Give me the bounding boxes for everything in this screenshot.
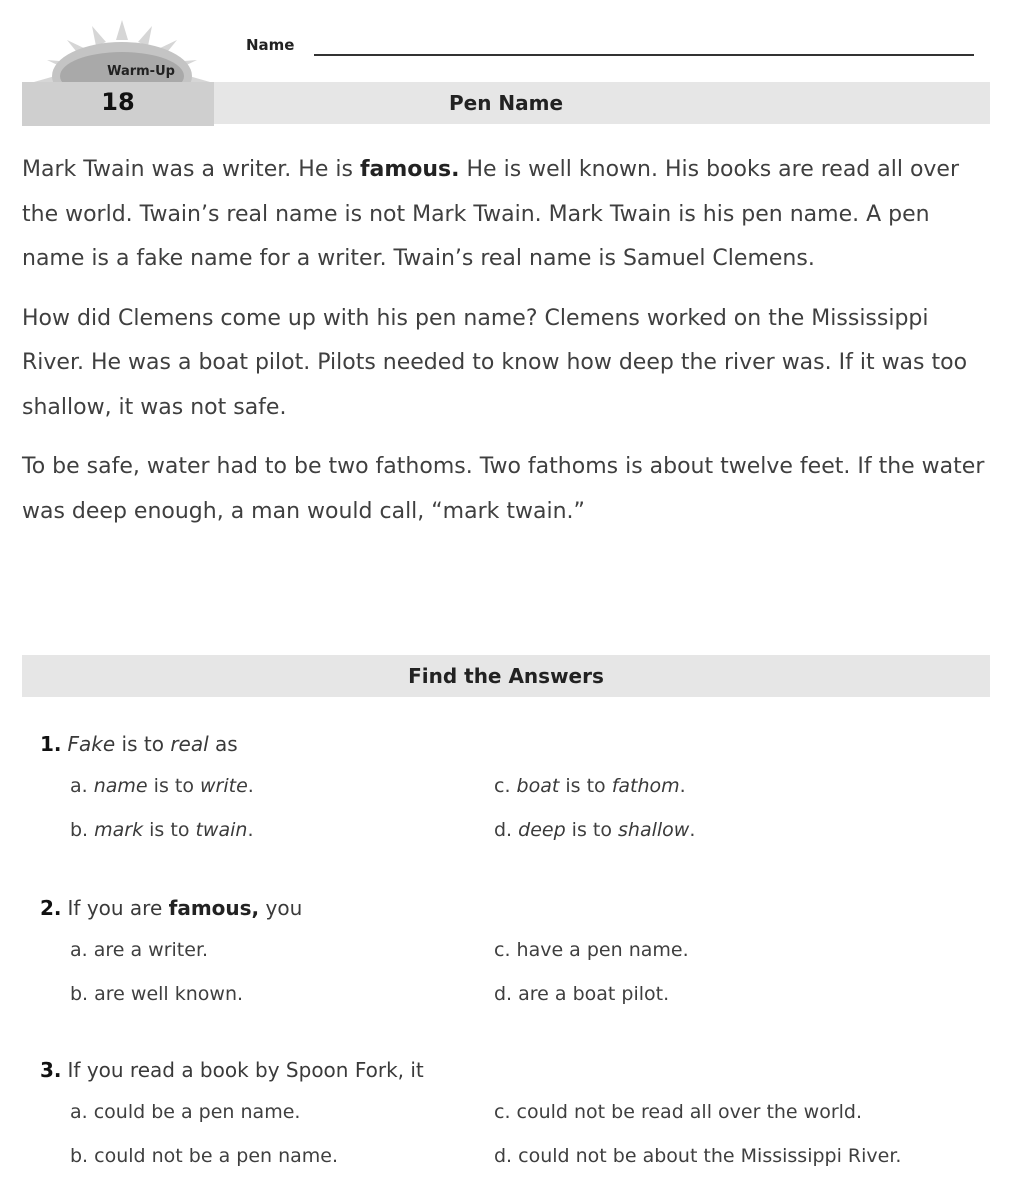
question-stem: 2. If you are famous, you [40,896,303,920]
answer-option-c[interactable]: c. boat is to fathom. [494,775,686,797]
question-number: 1. [40,732,62,756]
answer-option-d[interactable]: d. deep is to shallow. [494,819,696,841]
answer-option-b[interactable]: b. mark is to twain. [70,819,254,841]
question-1 [40,724,990,852]
section-title: Find the Answers [22,655,990,697]
answer-option-b[interactable]: b. could not be a pen name. [70,1145,339,1167]
passage-paragraph-1: Mark Twain was a writer. He is famous. He is well known. His books are read all over the world. Twain’s real name is not Mark Twain. Mark Twain is his pen name. A pen name is a fake name for a writer. Twain’s real name is Samuel Clemens. [22,157,960,271]
reading-passage [22,148,990,549]
question-stem: 3. If you read a book by Spoon Fork, it [40,1058,424,1082]
passage-paragraph-3: To be safe, water had to be two fathoms. Two fathoms is about twelve feet. If the water was deep enough, a man would call, “mark twain.” [22,454,985,524]
answer-option-d[interactable]: d. are a boat pilot. [494,983,670,1005]
question-3 [40,1050,990,1178]
name-write-line[interactable] [314,54,974,56]
worksheet-number: 18 [22,82,214,126]
page-title: Pen Name [448,91,564,115]
question-number: 2. [40,896,62,920]
question-stem: 1. Fake is to real as [40,732,238,756]
passage-paragraph-2: How did Clemens come up with his pen name? Clemens worked on the Mississippi River. He was a boat pilot. Pilots needed to know how deep the river was. If it was too shallow, it was not safe. [22,305,968,420]
answer-option-c[interactable]: c. could not be read all over the world. [494,1101,863,1123]
answer-option-a[interactable]: a. name is to write. [70,775,254,797]
warm-up-badge [22,10,222,90]
answer-option-d[interactable]: d. could not be about the Mississippi River. [494,1145,902,1167]
answer-option-a[interactable]: a. could be a pen name. [70,1101,301,1123]
name-field[interactable] [246,34,974,60]
question-number: 3. [40,1058,62,1082]
name-label: Name [246,36,295,54]
badge-label: Warm-Up [107,64,175,79]
answer-option-b[interactable]: b. are well known. [70,983,244,1005]
vocab-word-famous: famous. [359,157,460,182]
answer-option-a[interactable]: a. are a writer. [70,939,209,961]
question-2 [40,888,990,1016]
answer-option-c[interactable]: c. have a pen name. [494,939,689,961]
